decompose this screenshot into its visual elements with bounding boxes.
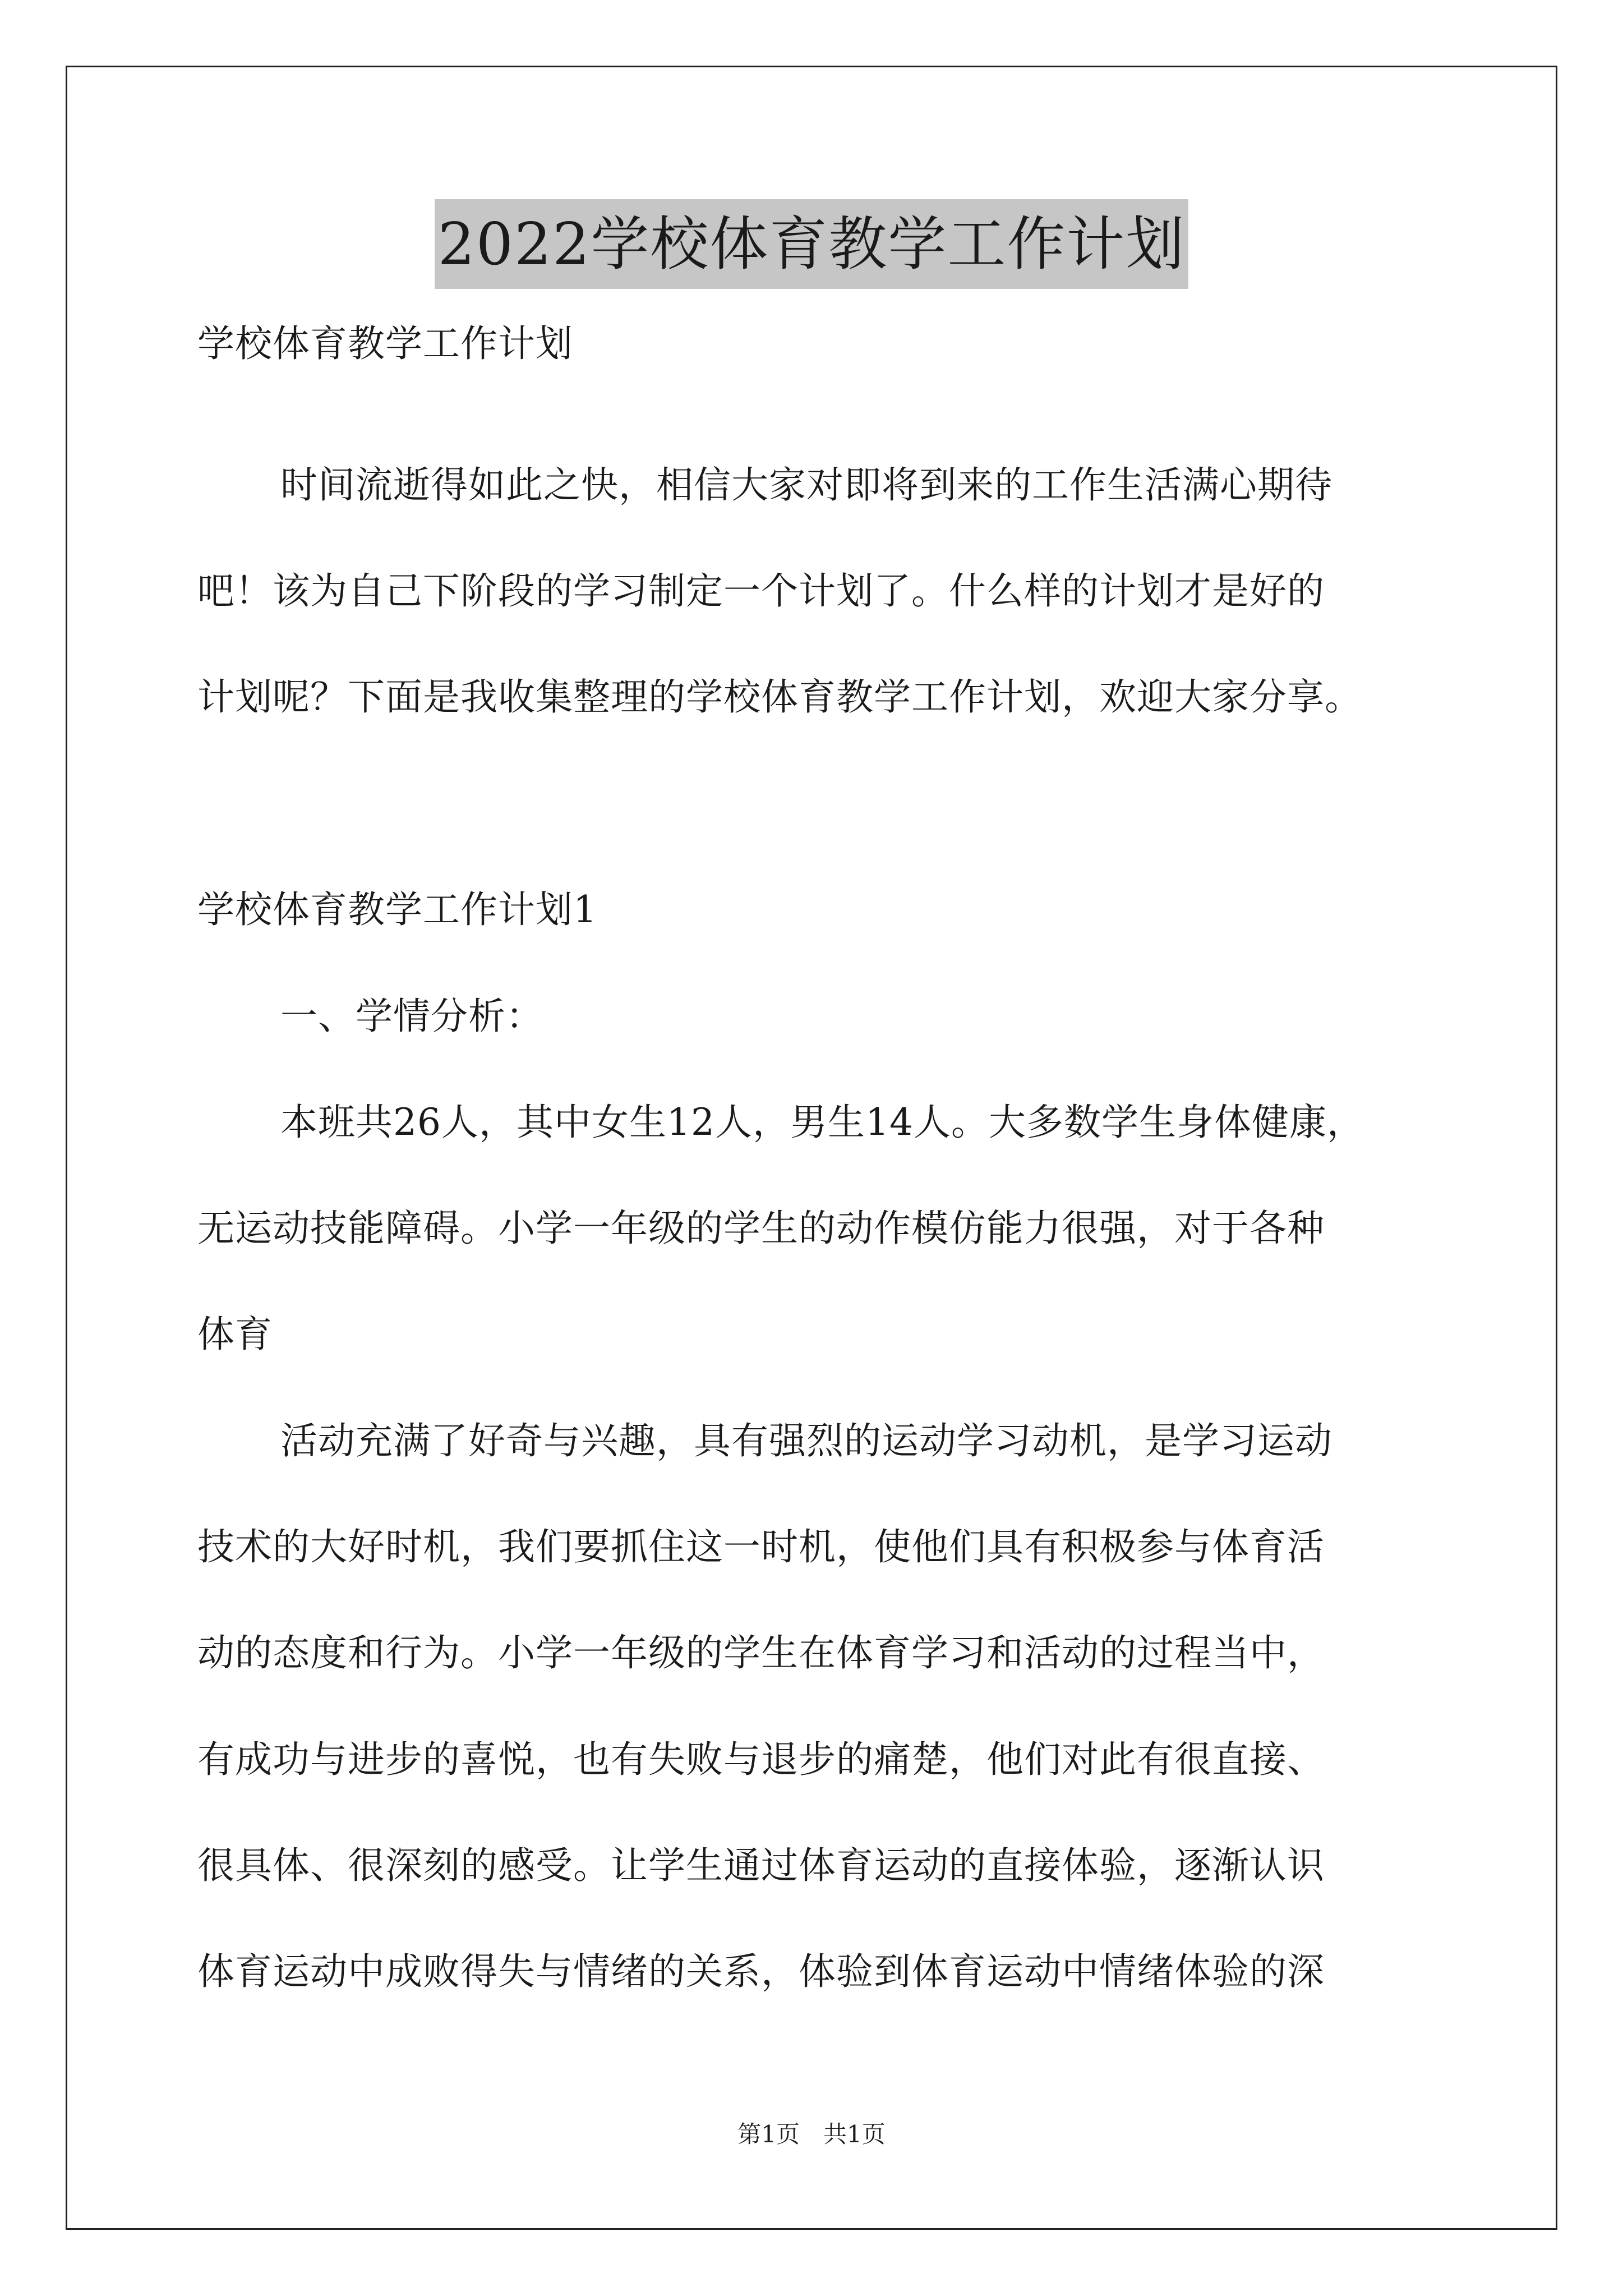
paragraph-line: 本班共26人，其中女生12人，男生14人。大多数学生身体健康， (280, 1101, 1364, 1144)
paragraph-line: 时间流逝得如此之快，相信大家对即将到来的工作生活满心期待 (280, 463, 1332, 507)
paragraph-line: 体育 (197, 1313, 273, 1356)
paragraph-line: 有成功与进步的喜悦，也有失败与退步的痛楚，他们对此有很直接、 (197, 1738, 1325, 1781)
paragraph-line: 动的态度和行为。小学一年级的学生在体育学习和活动的过程当中， (197, 1631, 1325, 1674)
paragraph-line: 技术的大好时机，我们要抓住这一时机，使他们具有积极参与体育活 (197, 1525, 1325, 1568)
document-title: 2022学校体育教学工作计划 (435, 199, 1189, 289)
paragraph-line: 无运动技能障碍。小学一年级的学生的动作模仿能力很强，对于各种 (197, 1207, 1325, 1250)
subsection-heading: 一、学情分析： (280, 995, 543, 1038)
title-container (0, 199, 1623, 289)
paragraph-line: 体育运动中成败得失与情绪的关系，体验到体育运动中情绪体验的深 (197, 1950, 1325, 1993)
paragraph-line: 吧！该为自己下阶段的学习制定一个计划了。什么样的计划才是好的 (197, 569, 1325, 613)
subtitle: 学校体育教学工作计划 (197, 322, 573, 365)
page-number-footer: 第1页 共1页 (737, 2120, 886, 2148)
page-border (66, 66, 1557, 2230)
paragraph-line: 很具体、很深刻的感受。让学生通过体育运动的直接体验，逐渐认识 (197, 1844, 1325, 1887)
section-heading: 学校体育教学工作计划1 (197, 888, 597, 931)
paragraph-line: 活动充满了好奇与兴趣，具有强烈的运动学习动机，是学习运动 (280, 1419, 1332, 1462)
paragraph-line: 计划呢？下面是我收集整理的学校体育教学工作计划，欢迎大家分享。 (197, 675, 1362, 719)
